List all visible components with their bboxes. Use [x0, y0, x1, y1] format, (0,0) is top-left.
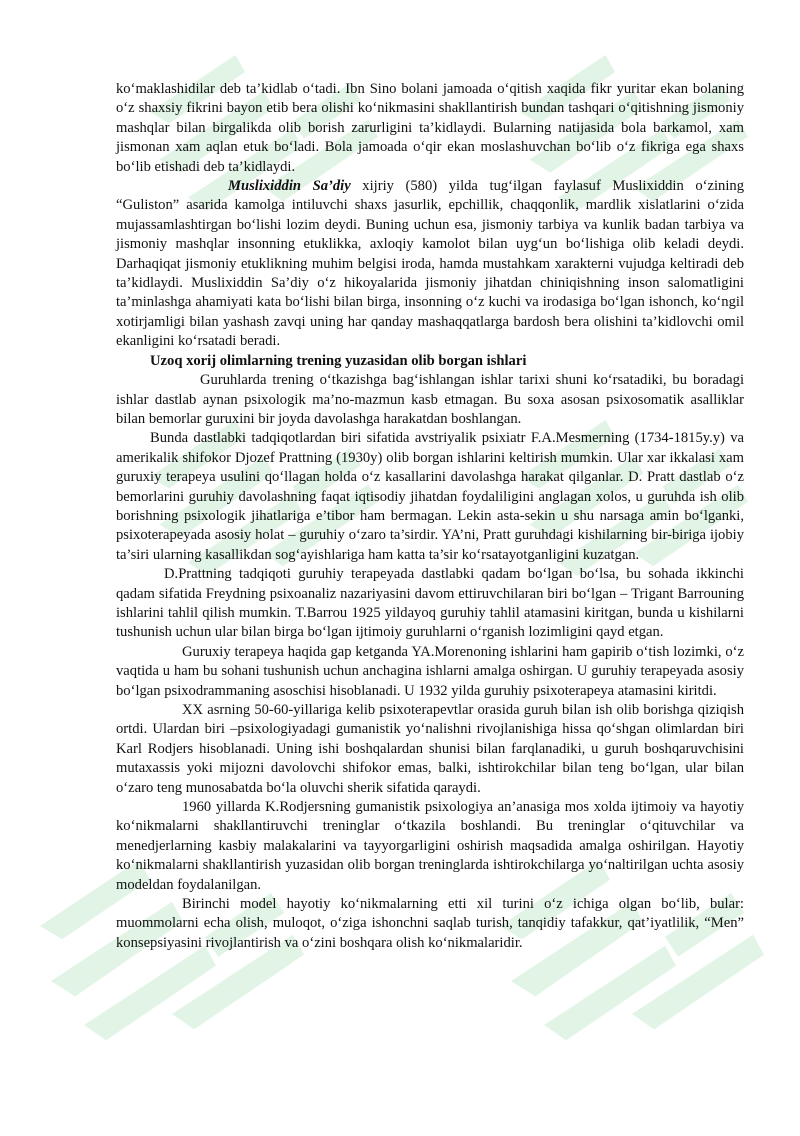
body-paragraph [116, 371, 744, 429]
body-paragraph [116, 643, 744, 701]
author-name: Muslixiddin Sa’diy [228, 178, 351, 195]
body-paragraph [116, 701, 744, 798]
body-paragraph [116, 429, 744, 565]
paragraph-text: Uzoq xorij olimlarning trening yuzasidan olib borgan ishlari [150, 352, 527, 369]
paragraph-text: 1960 yillarda K.Rodjersning gumanistik psixologiya an’anasiga mos xolda ijtimoiy va hayotiy ko‘nikmalarni shakllantiruvchi treninglar o‘tkazila boshlandi. Bu treninglar o‘qituvchilar va menedjerlarning kasbiy malakalarini va tayyorgarligini oshirish maqsadida amalga oshirilgan. Hayotiy ko‘nikmalarni shakllantirish yuzasidan olib borgan treninglarda ishtirokchilarga yo‘naltirilgan uchta asosiy modeldan foydalanilgan. [116, 799, 744, 893]
paragraph-text: Guruhlarda trening o‘tkazishga bag‘ishlangan ishlar tarixi shuni ko‘rsatadiki, bu boradagi ishlar dastlab aynan psixologik ma’no-mazmun kasb etmagan. Bu soxa asosan psixosomatik asalliklar bilan bemorlar guruxini bir joyda davolashga harakatdan boshlangan. [116, 372, 744, 427]
paragraph-text: XX asrning 50-60-yillariga kelib psixoterapevtlar orasida guruh bilan ish olib borishga qiziqish ortdi. Ulardan biri –psixologiyadagi gumanistik yo‘nalishni rivojlanishiga hissa qo‘shgan olimlardan biri Karl Rodjers hisoblanadi. Uning ishi boshqalardan shunisi bilan farqlanadiki, u guruh boshqaruvchisini mutaxassis yoki mijozni davolovchi shifokor emas, balki, ishtirokchilar bilan teng bo‘lgan, ular bilan o‘zaro teng munosabatda bo‘la oluvchi sherik sifatida qaraydi. [116, 702, 744, 796]
paragraph-text: ko‘maklashidilar deb ta’kidlab o‘tadi. Ibn Sino bolani jamoada o‘qitish xaqida fikr yuritar ekan bolaning o‘z shaxsiy fikrini bayon etib bera olishi ko‘nikmasini shakllantirish bundan tashqari o‘qitishning jismoniy mashqlar bilan birgalikda olib borish zarurligini ta’kidlaydi. Bularning natijasida bola barkamol, xam jismonan xam aqlan etuk bo‘ladi. Bola jamoada o‘qir ekan moslashuvchan bo‘lib o‘z fikriga ega shaxs bo‘lib etishadi deb ta’kidlaydi. [116, 81, 744, 175]
section-heading [116, 352, 744, 371]
paragraph-text: xijriy (580) yilda tug‘ilgan faylasuf Muslixiddin o‘zining “Guliston” asarida kamolga intiluvchi shaxs jasurlik, epchillik, chaqqonlik, mardlik xislatlarini o‘zida mujassamlashtirgan bo‘lishi lozim deydi. Buning uchun esa, jismoniy tarbiya va kunlik badan tarbiya va jismoniy mashqlar insonning etuklikka, axloqiy kamolot bilan uyg‘un bo‘lishiga olib keladi deydi. Darhaqiqat jismoniy etuklikning muhim belgisi iroda, hamda mustahkam xarakterni vujudga keltiradi deb ta’kidlaydi. Muslixiddin Sa’diy o‘z hikoyalarida jismoniy jihatdan chiniqishning inson salomatligini ta’minlashga ahamiyati kata bo‘lishi bilan birga, insonning o‘z kuchi va irodasiga bo‘lgan ishonch, ko‘ngil xotirjamligi bilan yashash zavqi uning har qanday mashaqqatlarga bardosh bera olishini ta’kidlovchi omil ekanligini ko‘rsatadi beradi. [116, 178, 744, 350]
paragraph-text: Bunda dastlabki tadqiqotlardan biri sifatida avstriyalik psixiatr F.A.Mesmerning (1734-1815y.y) va amerikalik shifokor Djozef Prattning (1930y) olib borgan ishlarini keltirish mumkin. Ular xar ikkalasi xam guruxiy terapeya usulini qo‘llagan holda o‘z kasallarini davolashga harakat qilganlar. D. Pratt dastlab o‘z bemorlarini guruhiy davolashning faqat iqtisodiy jihatdan foydaliligini anglagan xolos, u guruhda ish olib borishning psixologik jihatlariga e’tibor ham bermagan. Lekin asta-sekin u shu narsaga amin bo‘lganki, psixoterapeyada asosiy holat – guruhiy o‘zaro ta’sirdir. YA’ni, Pratt guruhdagi kishilarning bir-biriga ijobiy ta’siri ularning kasallikdan sog‘ayishlariga ham katta ta’sir ko‘rsatayotganligini kuzatgan. [116, 430, 744, 563]
body-paragraph [116, 80, 744, 177]
document-page [116, 80, 744, 953]
paragraph-text: Guruxiy terapeya haqida gap ketganda YA.Morenoning ishlarini ham gapirib o‘tish lozimki, o‘z vaqtida u ham bu sohani tushunish uchun anchagina ishlarni amalga oshirgan. U guruhiy terapeyada asosiy bo‘lgan psixodrammaning asoschisi hisoblanadi. U 1932 yilda guruhiy psixoterapeya atamasini kiritdi. [116, 643, 744, 699]
body-paragraph [116, 177, 744, 352]
paragraph-text: Birinchi model hayotiy ko‘nikmalarning etti xil turini o‘z ichiga olgan bo‘lib, bular: muommolarni echa olish, muloqot, o‘ziga ishonchni saqlab turish, tanqidiy tafakkur, qat’iyatlilik, “Men” konsepsiyasini rivojlantirish va o‘zini boshqara olish ko‘nikmalaridir. [116, 896, 744, 951]
paragraph-text: D.Prattning tadqiqoti guruhiy terapeyada dastlabki qadam bo‘lgan bo‘lsa, bu sohada ikkinchi qadam sifatida Freydning psixoanaliz nazariyasini davom ettiruvchilaran biri bo‘lgan – Trigant Barrouning ishlarini tahlil qilish mumkin. T.Barrou 1925 yildayoq guruhiy tahlil atamasini kiritgan, bunda u kishilarni tushunish uchun ular bilan birga bo‘lgan ijtimoiy guruhlarni o‘rganish lozimligini qayd etgan. [116, 566, 744, 641]
body-paragraph [116, 895, 744, 953]
body-paragraph [116, 565, 744, 643]
body-paragraph [116, 798, 744, 895]
